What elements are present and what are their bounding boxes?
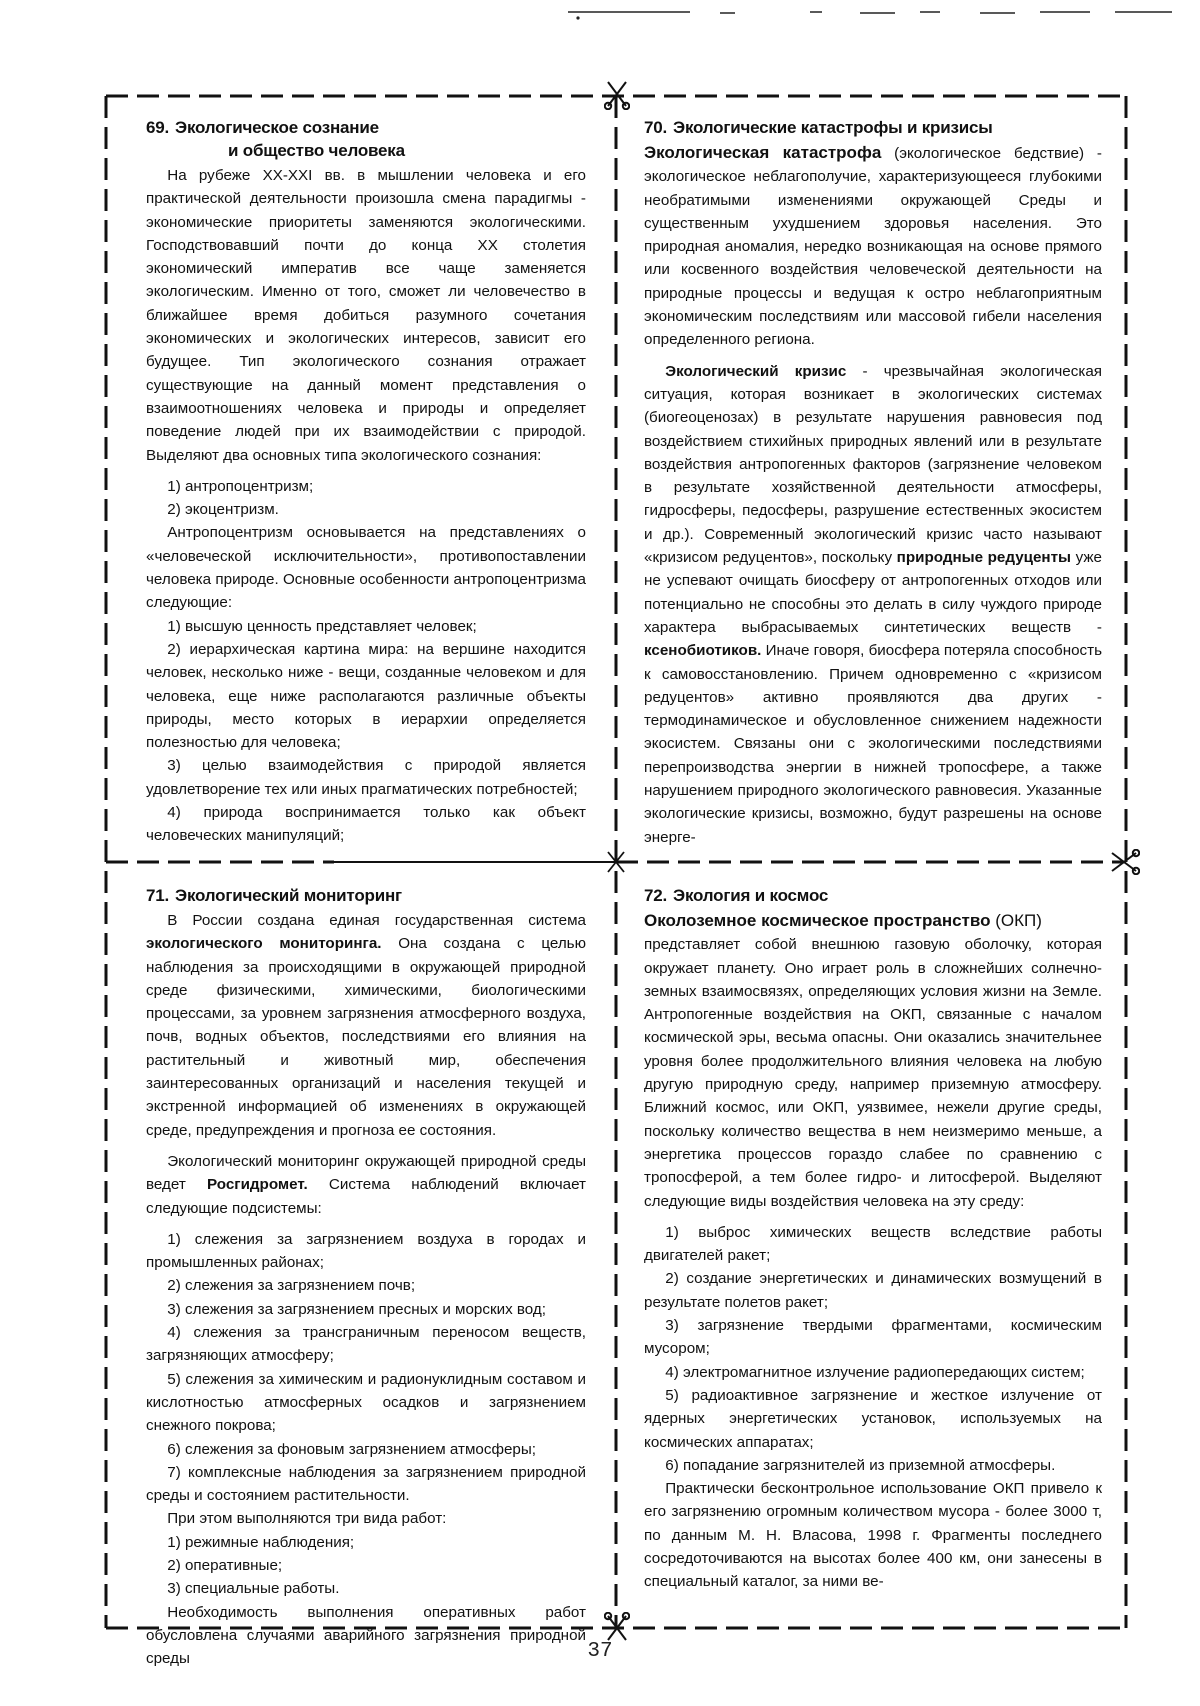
card-70-ecological-disasters xyxy=(644,116,1102,849)
list-item: 1) выброс химических веществ вследствие работы двигателей ракет; xyxy=(644,1223,1102,1265)
card-71-ecological-monitoring xyxy=(146,884,586,1671)
term: природные редуценты xyxy=(896,549,1072,567)
list-item: 6) слежения за фоновым загрязнением атмосферы; xyxy=(167,1440,536,1458)
list-item: 1) антропоцентризм; xyxy=(167,477,314,495)
list-item: 6) попадание загрязнителей из приземной атмосферы. xyxy=(665,1456,1056,1474)
list-item: 3) загрязнение твердыми фрагментами, космическим мусором; xyxy=(644,1317,1102,1358)
term: ксенобиотиков. xyxy=(644,642,762,660)
list-item: 2) создание энергетических и динамических возмущений в результате полетов ракет; xyxy=(644,1270,1102,1311)
list-item: 4) природа воспринимается только как объект человеческих манипуляций; xyxy=(146,804,586,845)
list-item: 5) радиоактивное загрязнение и жесткое излучение от ядерных энергетических установок, используемых на космических аппаратах; xyxy=(644,1386,1102,1451)
term: экологического мониторинга. xyxy=(146,935,382,953)
paragraph: Практически бесконтрольное использование ОКП привело к его загрязнению огромным количеством мусора - более 3000 т, по данным М. Н. Власова, 1998 г. Фрагменты последнего сосредоточиваются на высотах более 400 км, они занесены в специальный каталог, за ними ве- xyxy=(644,1480,1102,1591)
page-number: 37 xyxy=(587,1640,613,1663)
term: Околоземное космическое пространство xyxy=(644,911,991,930)
list-item: 1) режимные наблюдения; xyxy=(167,1533,355,1551)
paragraph: На рубеже XX-XXI вв. в мышлении человека и его практической деятельности произошла смена парадигмы - экономические приоритеты заменяются экологическими. Господствовавший почти до конца XX столетия экономический императив все чаще заменяется экологическим. Именно от того, сможет ли человечество в ближайшее время добиться разумного сочетания экономических и экологических интересов, зависит его будущее. Тип экологического сознания отражает существующие на данный момент представления о взаимоотношениях человека и природы и определяет поведение людей при их взаимодействии с природой. Выделяют два основных типа экологического сознания: xyxy=(146,167,586,464)
paragraph: При этом выполняются три вида работ: xyxy=(167,1510,447,1528)
scissors-icon xyxy=(604,1612,630,1642)
scan-noise xyxy=(560,6,1180,20)
list-item: 3) целью взаимодействия с природой является удовлетворение тех или иных прагматических потребностей; xyxy=(146,757,586,798)
term: Экологический кризис xyxy=(665,362,847,380)
list-item: 1) слежения за загрязнением воздуха в городах и промышленных районах; xyxy=(146,1230,586,1272)
paragraph: В России создана единая государственная система экологического мониторинга. Она создана с целью наблюдения за происходящими в окружающей природной среде физическими, химическими, биологическими процессами, за уровнем загрязнения атмосферного воздуха, почв, водных объектов, последствиями его влияния на растительный и животный мир, обеспечения заинтересованных организаций и населения текущей и экстренной информацией об изменениях в окружающей среде, предупреждения и прогноза ее состояния. xyxy=(146,912,586,1139)
paragraph: Экологический кризис - чрезвычайная экологическая ситуация, которая возникает в экологических системах (биогеоценозах) в результате нарушения равновесия под воздействием стихийных природных явлений или в результате воздействия антропогенных факторов (загрязнение человеком в результате хозяйственной деятельности атмосферы, гидросферы, педосферы, разрушение естественных экосистем и др.). Современный экологический кризис часто называют «кризисом редуцентов», поскольку природные редуценты уже не успевают очищать биосферу от антропогенных отходов или потенциально не способны это делать в силу чуждого природе характера выбрасываемых синтетических веществ - ксенобиотиков. Иначе говоря, биосфера потеряла способность к самовосстановлению. Причем одновременно с «кризисом редуцентов» активно проявляются два других - термодинамическое и обусловленное снижением надежности экосистем. Связаны они с экологическими последствиями перепроизводства энергии в нижней тропосфере, а также нарушением природного экологического равновесия. Указанные экологические кризисы, возможно, будут разрешены на основе энерге- xyxy=(644,362,1102,846)
card-title: 70. Экологические катастрофы и кризисы xyxy=(644,118,993,137)
card-title: 69. Экологическое сознание и общество человека xyxy=(146,118,405,160)
paragraph: Необходимость выполнения оперативных работ обусловлена случаями аварийного загрязнения природной среды xyxy=(146,1603,586,1668)
card-72-ecology-and-space xyxy=(644,884,1102,1594)
term: Экологическая катастрофа xyxy=(644,143,882,162)
list-item: 2) иерархическая картина мира: на вершине находится человек, несколько ниже - вещи, созданные человеком и для человека, еще ниже располагаются различные объекты природы, место которых в иерархии определяется полезностью для человека; xyxy=(146,640,586,752)
paragraph: Околоземное космическое пространство (ОКП) xyxy=(644,911,1042,930)
paragraph: Антропоцентризм основывается на представлениях о «человеческой исключительности», противопоставлении человека природе. Основные особенности антропоцентризма следующие: xyxy=(146,524,586,612)
list-item: 4) электромагнитное излучение радиопередающих систем; xyxy=(665,1363,1085,1381)
list-item: 7) комплексные наблюдения за загрязнением природной среды и состоянием растительности. xyxy=(146,1463,586,1505)
card-69-ecological-consciousness xyxy=(146,116,586,848)
list-item: 2) оперативные; xyxy=(167,1557,283,1575)
term: Росгидромет. xyxy=(206,1176,308,1194)
list-item: 2) слежения за загрязнением почв; xyxy=(167,1277,416,1295)
card-title: 72. Экология и космос xyxy=(644,886,829,905)
paragraph: Экологическая катастрофа (экологическое бедствие) - экологическое неблагополучие, характеризующееся глубокими необратимыми изменениями окружающей Среды и существенным ухудшением здоровья населения. Это природная аномалия, нередко возникающая на основе прямого или косвенного воздействия человеческой деятельности на природные процессы и ведущая к остро неблагоприятным экономическим последствиям или массовой гибели населения определенного региона. xyxy=(644,143,1102,349)
list-item: 2) экоцентризм. xyxy=(167,501,279,519)
card-title: 71. Экологический мониторинг xyxy=(146,886,402,905)
list-item: 5) слежения за химическим и радионуклидным составом и кислотностью атмосферных осадков и загрязнением снежного покрова; xyxy=(146,1370,586,1435)
scissors-icon xyxy=(1110,849,1140,875)
paragraph: Экологический мониторинг окружающей природной среды ведет Росгидромет. Система наблюдений включает следующие подсистемы: xyxy=(146,1152,586,1217)
list-item: 1) высшую ценность представляет человек; xyxy=(167,617,477,635)
scissors-icon xyxy=(604,80,630,110)
list-item: 4) слежения за трансграничным переносом веществ, загрязняющих атмосферу; xyxy=(146,1324,586,1365)
list-item: 3) слежения за загрязнением пресных и морских вод; xyxy=(167,1300,546,1318)
list-item: 3) специальные работы. xyxy=(167,1580,340,1598)
scissors-icon xyxy=(602,848,630,876)
paragraph: представляет собой внешнюю газовую оболочку, которая окружает планету. Оно играет роль в сложнейших солнечно-земных взаимосвязях, определяющих условия жизни на Земле. Антропогенные воздействия на ОКП, связанные с началом космической эры, весьма опасны. Они оказались значительнее уровня более продолжительного влияния человека на любую другую природную среду, например приземную атмосферу. Ближний космос, или ОКП, уязвимее, нежели другие среды, поскольку количество вещества в нем неизмеримо меньше, а энергетика процессов гораздо слабее по сравнению с тропосферой, а тем более гидро- и литосферой. Выделяют следующие виды воздействия человека на эту среду: xyxy=(644,936,1102,1210)
